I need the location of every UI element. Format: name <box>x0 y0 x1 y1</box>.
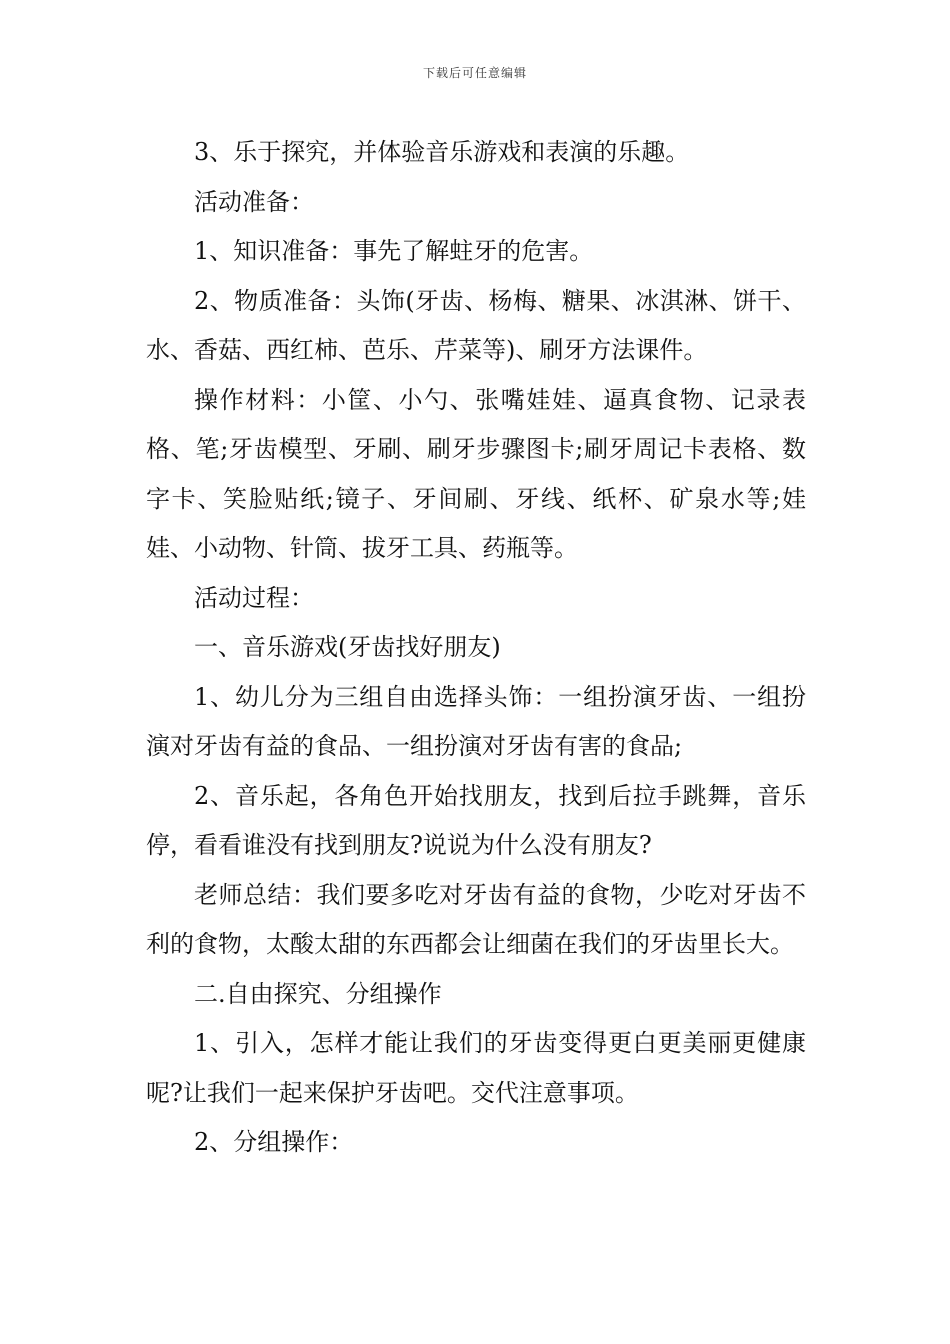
paragraph-section-one-title: 一、音乐游戏(牙齿找好朋友) <box>194 633 501 661</box>
document-body <box>146 128 806 1168</box>
paragraph-step-group-operation: 2、分组操作： <box>194 1128 354 1156</box>
page-header: 下载后可任意编辑 <box>422 66 527 80</box>
paragraph-material-prep: 2、物质准备：头饰(牙齿、杨梅、糖果、冰淇淋、饼干、水、香菇、西红柿、芭乐、芹菜等)、刷牙方法课件。 <box>146 286 806 364</box>
paragraph-operating-materials: 操作材料：小筐、小勺、张嘴娃娃、逼真食物、记录表格、笔;牙齿模型、牙刷、刷牙步骤图卡;刷牙周记卡表格、数字卡、笑脸贴纸;镜子、牙间刷、牙线、纸杯、矿泉水等;娃娃、小动物、针筒、拔牙工具、药瓶等。 <box>146 385 806 562</box>
paragraph-section-two-title: 二.自由探究、分组操作 <box>194 979 442 1008</box>
paragraph-step-intro: 1、引入，怎样才能让我们的牙齿变得更白更美丽更健康呢?让我们一起来保护牙齿吧。交代注意事项。 <box>146 1029 806 1107</box>
paragraph-process-heading: 活动过程： <box>194 583 314 612</box>
paragraph-goal-3: 3、乐于探究，并体验音乐游戏和表演的乐趣。 <box>194 138 690 166</box>
paragraph-step-music: 2、音乐起，各角色开始找朋友，找到后拉手跳舞，音乐停，看看谁没有找到朋友?说说为什么没有朋友? <box>146 781 806 859</box>
paragraph-step-grouping: 1、幼儿分为三组自由选择头饰：一组扮演牙齿、一组扮演对牙齿有益的食品、一组扮演对牙齿有害的食品; <box>146 682 806 760</box>
paragraph-knowledge-prep: 1、知识准备：事先了解蛀牙的危害。 <box>194 237 594 265</box>
paragraph-preparation-heading: 活动准备： <box>194 187 314 216</box>
paragraph-teacher-summary: 老师总结：我们要多吃对牙齿有益的食物，少吃对牙齿不利的食物，太酸太甜的东西都会让细菌在我们的牙齿里长大。 <box>146 880 806 958</box>
